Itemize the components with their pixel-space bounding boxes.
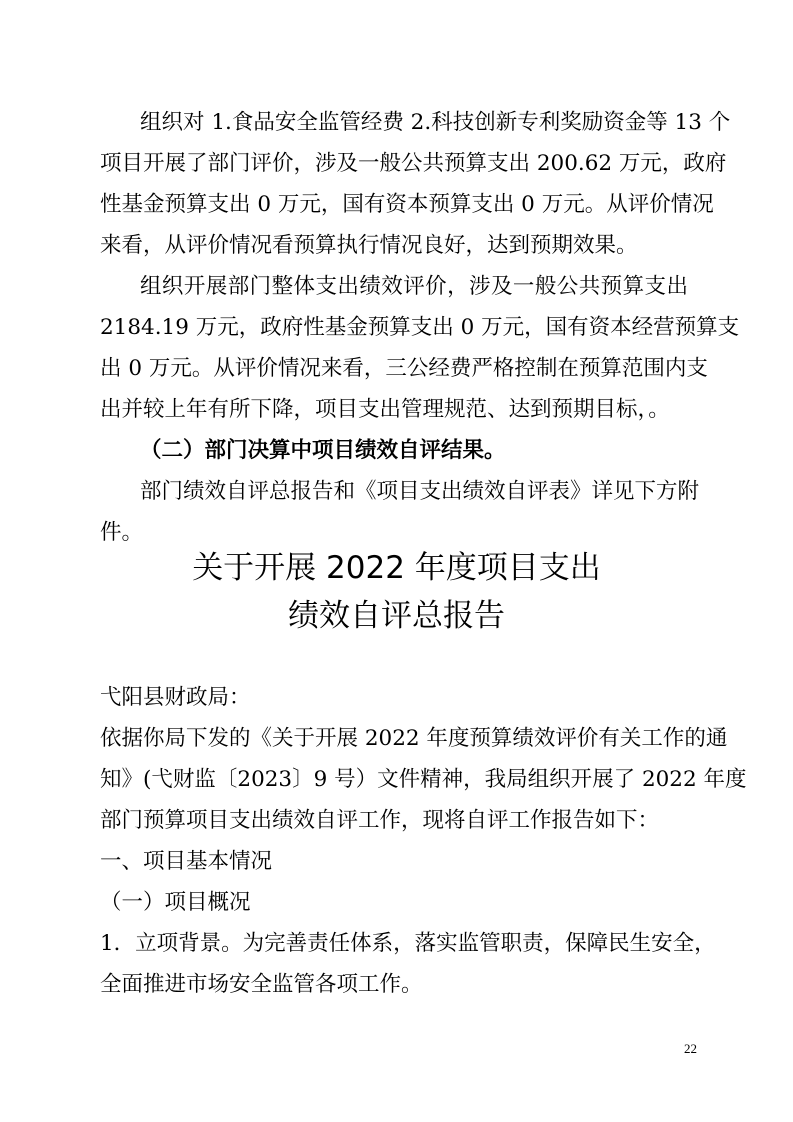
text-line: 部门绩效自评总报告和《项目支出绩效自评表》详见下方附 xyxy=(140,479,700,504)
text-line: 组织开展部门整体支出绩效评价，涉及一般公共预算支出 xyxy=(140,274,688,299)
text-line: 知》(弋财监〔2023〕9 号）文件精神，我局组织开展了 2022 年度 xyxy=(100,767,747,792)
text-line: 项目开展了部门评价，涉及一般公共预算支出 200.62 万元，政府 xyxy=(100,151,727,176)
report-title-line: 关于开展 2022 年度项目支出 xyxy=(192,550,601,586)
report-title-line: 绩效自评总报告 xyxy=(288,598,505,634)
text-line: 性基金预算支出 0 万元，国有资本预算支出 0 万元。从评价情况 xyxy=(100,192,714,217)
subheading-self-evaluation-results: （二）部门决算中项目绩效自评结果。 xyxy=(140,438,506,463)
text-line: 1．立项背景。为完善责任体系，落实监管职责，保障民生安全， xyxy=(100,931,716,956)
text-line: 件。 xyxy=(100,520,144,545)
page-number: 22 xyxy=(684,1041,697,1056)
text-line: 全面推进市场安全监管各项工作。 xyxy=(100,972,423,997)
text-line: 出并较上年有所下降，项目支出管理规范、达到预期目标，。 xyxy=(100,397,670,422)
heading-project-basic-info: 一、项目基本情况 xyxy=(100,849,273,874)
text-line: 2184.19 万元，政府性基金预算支出 0 万元，国有资本经营预算支 xyxy=(100,315,740,340)
text-line: 部门预算项目支出绩效自评工作，现将自评工作报告如下： xyxy=(100,808,660,833)
text-line: 组织对 1.食品安全监管经费 2.科技创新专利奖励资金等 13 个 xyxy=(140,110,731,135)
heading-project-overview: （一）项目概况 xyxy=(100,890,251,915)
text-line: 出 0 万元。从评价情况来看，三公经费严格控制在预算范围内支 xyxy=(100,356,708,381)
text-line: 依据你局下发的《关于开展 2022 年度预算绩效评价有关工作的通 xyxy=(100,726,728,751)
text-line: 来看，从评价情况看预算执行情况良好，达到预期效果。 xyxy=(100,233,638,258)
salutation: 弋阳县财政局： xyxy=(100,685,251,710)
